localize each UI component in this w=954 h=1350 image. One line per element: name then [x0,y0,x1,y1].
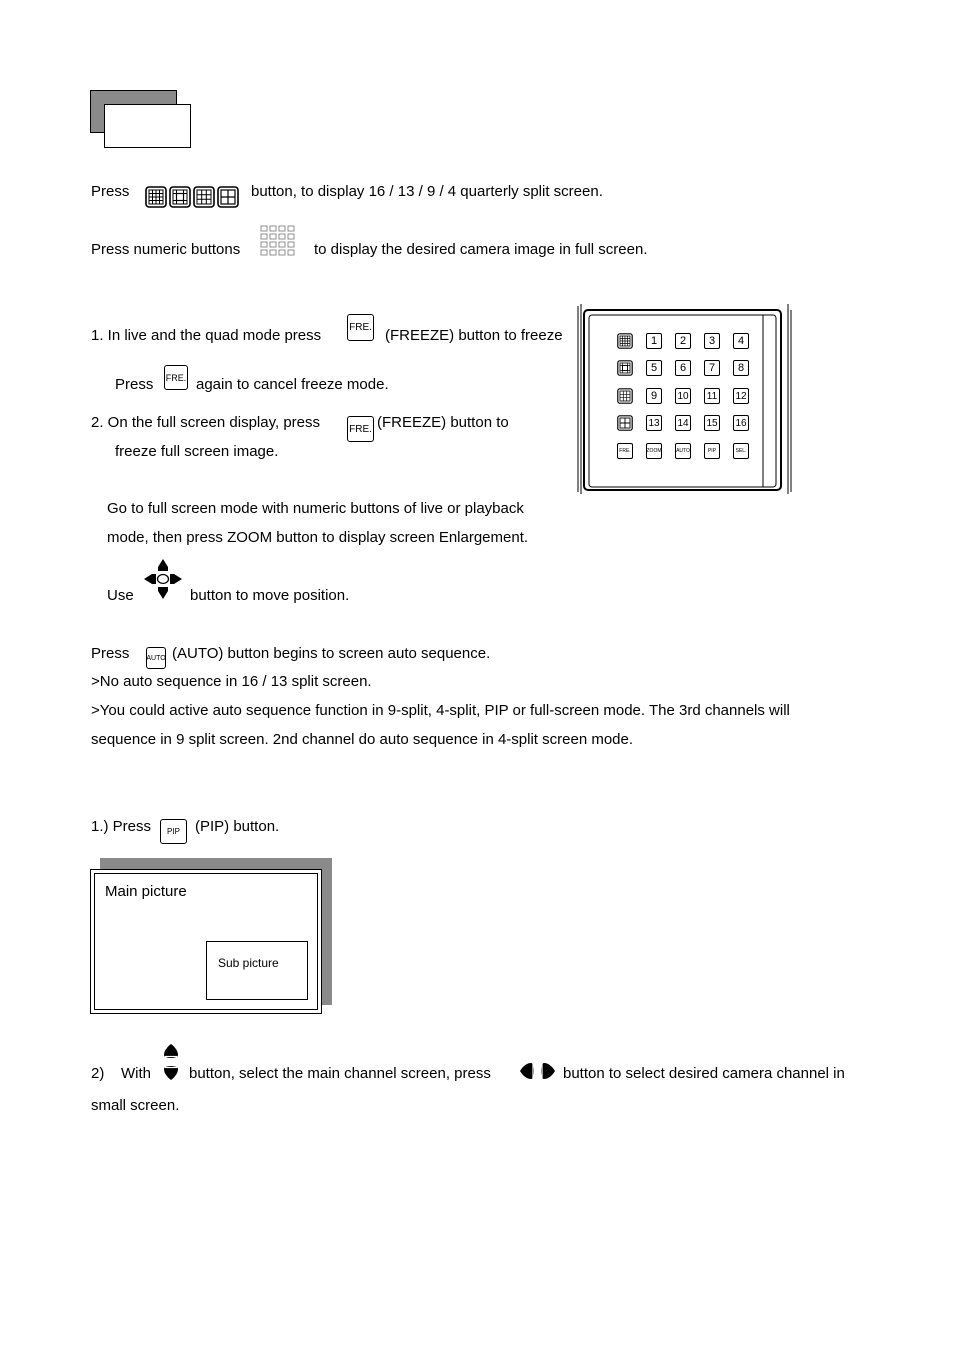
remote-split-13-icon [617,360,633,376]
pip-step2-after: button to select desired camera channel in [563,1065,845,1082]
split-press-text: Press [91,183,130,200]
remote-split-9-icon [617,388,633,404]
numeric-before-text: Press numeric buttons [91,241,241,258]
sub-picture-box [206,941,308,1000]
auto-after-text: (AUTO) button begins to screen auto sequence. [172,645,491,662]
remote-key-14[interactable]: 14 [675,415,691,431]
auto-note-2: >You could active auto sequence function in 9-split, 4-split, PIP or full-screen mode. The 3rd channels will [91,702,790,719]
pip-step2-mid: button, select the main channel screen, press [189,1065,491,1082]
freeze-item1-text: 1. In live and the quad mode press [91,327,322,344]
remote-key-12[interactable]: 12 [733,388,749,404]
direction-pad-icon [143,558,183,600]
freeze-item1-after: (FREEZE) button to freeze [385,327,563,344]
remote-key-8[interactable]: 8 [733,360,749,376]
pip-step2-with: With [121,1065,151,1082]
zoom-line1: Go to full screen mode with numeric buttons of live or playback [107,500,524,517]
remote-key-2[interactable]: 2 [675,333,691,349]
freeze-button-1-label: FRE. [349,322,372,333]
auto-note-1: >No auto sequence in 16 / 13 split screen. [91,673,372,690]
auto-button[interactable] [146,647,166,669]
remote-key-15[interactable]: 15 [704,415,720,431]
freeze-button-2[interactable] [164,365,188,390]
remote-key-9[interactable]: 9 [646,388,662,404]
freeze-item2-line2: freeze full screen image. [115,443,279,460]
pip-diagram-main [90,869,322,1014]
zoom-use-after: button to move position. [190,587,350,604]
remote-key-6[interactable]: 6 [675,360,691,376]
remote-key-16[interactable]: 16 [733,415,749,431]
pip-step2-line2: small screen. [91,1097,180,1114]
remote-key-select[interactable]: SEL. [733,443,749,459]
up-down-arrows-icon [162,1043,180,1081]
numeric-after-text: to display the desired camera image in full screen. [314,241,648,258]
remote-key-7[interactable]: 7 [704,360,720,376]
freeze-item2-after: (FREEZE) button to [377,414,509,431]
split-description: button, to display 16 / 13 / 9 / 4 quarterly split screen. [251,183,603,200]
remote-key-10[interactable]: 10 [675,388,691,404]
remote-split-16-icon [617,333,633,349]
freeze-item1b-press: Press [115,376,154,393]
remote-key-13[interactable]: 13 [646,415,662,431]
remote-key-3[interactable]: 3 [704,333,720,349]
freeze-item2-text: 2. On the full screen display, press [91,414,320,431]
auto-press-text: Press [91,645,130,662]
zoom-line2: mode, then press ZOOM button to display screen Enlargement. [107,529,529,546]
pip-button[interactable] [160,819,187,844]
sub-picture-label: Sub picture [218,956,279,970]
auto-note-3: sequence in 9 split screen. 2nd channel do auto sequence in 4-split screen mode. [91,731,634,748]
remote-key-1[interactable]: 1 [646,333,662,349]
split-buttons-group [145,186,240,208]
split-4-icon [217,186,239,208]
section-header-box [104,104,191,148]
remote-key-auto[interactable]: AUTO [675,443,691,459]
zoom-use-text: Use [107,587,134,604]
remote-split-4-icon [617,415,633,431]
split-13-icon [169,186,191,208]
pip-button-label: PIP [167,827,180,836]
remote-key-pip[interactable]: PIP [704,443,720,459]
left-right-arrows-icon [519,1062,556,1080]
freeze-button-3-label: FRE. [349,423,372,435]
main-picture-label: Main picture [105,883,187,900]
pip-step1-after: (PIP) button. [195,818,280,835]
split-9-icon [193,186,215,208]
freeze-item1b-after: again to cancel freeze mode. [196,376,389,393]
freeze-button-1[interactable] [347,314,374,341]
pip-step1-text: 1.) Press [91,818,152,835]
pip-step2-number: 2) [91,1065,105,1082]
remote-key-5[interactable]: 5 [646,360,662,376]
split-16-icon [145,186,167,208]
auto-button-label: AUTO [146,654,166,662]
freeze-button-3[interactable] [347,416,374,442]
remote-key-zoom[interactable]: ZOOM [646,443,662,459]
remote-key-11[interactable]: 11 [704,388,720,404]
freeze-button-2-label: FRE. [165,372,187,383]
numeric-keypad-icon [260,225,296,257]
remote-panel [577,302,793,496]
remote-key-4[interactable]: 4 [733,333,749,349]
remote-key-freeze[interactable]: FRE. [617,443,633,459]
